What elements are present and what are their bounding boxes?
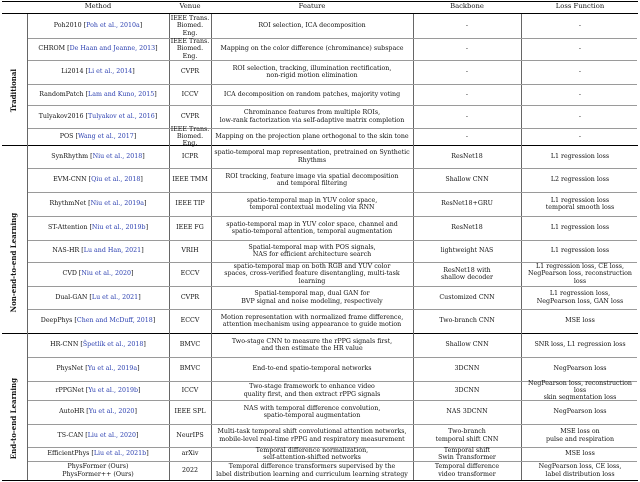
backbone-cell [414,262,520,286]
table-row [0,38,640,60]
loss-text: - [578,90,582,98]
backbone-cell [414,286,520,309]
loss-cell [522,240,638,262]
venue-text: CVPR [180,112,200,120]
loss-text: NegPearson loss, CE loss, label distribution loss [538,463,622,478]
feature-cell [212,105,412,128]
loss-cell [522,145,638,168]
method-cell: PhysNet [Yu et al., 2019a] [56,365,140,373]
loss-cell [522,461,638,480]
loss-text: MSE loss on pulse and respiration [545,428,615,443]
method-cell: RhythmNet [Niu et al., 2019a] [49,200,147,208]
loss-text: - [578,45,582,53]
venue-cell [170,400,210,424]
feature-text: spatio-temporal map in YUV color space, temporal contextual modeling via RNN [246,196,378,211]
feature-cell [212,216,412,240]
method-cell: DeepPhys [Chen and McDuff, 2018] [40,317,156,325]
backbone-cell [414,38,520,60]
table-row [0,240,640,262]
backbone-cell [414,84,520,105]
method-name: AutoHR [59,408,85,416]
table-row [0,14,640,38]
feature-cell [212,400,412,424]
venue-text: ICPR [181,152,199,160]
method-cell: Li2014 [Li et al., 2014] [61,68,135,76]
loss-cell [522,381,638,400]
backbone-text: - [465,112,469,120]
method-name: NAS-HR [52,247,80,255]
method-name: POS [59,132,74,140]
citation-link[interactable]: Chen and McDuff, 2018 [76,317,153,325]
backbone-cell [414,192,520,216]
venue-text: IEEE FG [176,224,204,232]
feature-text: Two-stage CNN to measure the rPPG signals first, and then estimate the HR value [231,337,393,352]
backbone-cell [414,240,520,262]
feature-cell [212,84,412,105]
venue-text: ICCV [181,90,199,98]
header-backbone: Backbone [450,2,484,10]
backbone-cell [414,105,520,128]
feature-cell [212,38,412,60]
backbone-cell [414,357,520,381]
loss-cell [522,216,638,240]
loss-cell [522,262,638,286]
citation-link[interactable]: Lu and Han, 2021 [83,247,142,255]
venue-cell [170,424,210,447]
loss-text: NegPearson loss, reconstruction loss skin segmentation loss [528,379,632,402]
venue-cell [170,84,210,105]
citation-link[interactable]: Liu et al., 2020 [87,431,137,439]
feature-text: Mapping on the projection plane orthogonal to the skin tone [215,132,409,140]
method-name: RandomPatch [39,90,84,98]
table-row [0,447,640,461]
venue-text: IEEE Trans. Biomed. Eng. [170,125,210,148]
loss-text: L2 regression loss [550,176,610,184]
backbone-text: - [465,90,469,98]
method-cell: Poh2010 [Poh et al., 2010a] [53,22,143,30]
header-method: Method [84,2,112,10]
venue-cell [170,125,210,148]
backbone-text: ResNet18 [451,152,483,160]
header-loss: Loss Function [555,2,605,10]
loss-text: MSE loss [565,317,595,325]
table-row [0,333,640,357]
feature-text: Mapping on the color difference (chrominance) subspace [220,45,404,53]
loss-cell [522,84,638,105]
loss-cell [522,357,638,381]
feature-cell [212,461,412,480]
citation-link[interactable]: Niu et al., 2018 [92,152,143,160]
method-cell: rPPGNet [Yu et al., 2019b] [55,386,141,394]
backbone-cell [414,424,520,447]
feature-cell [212,60,412,84]
venue-text: VRIH [181,247,199,255]
method-cell: POS [Wang et al., 2017] [59,132,137,140]
venue-cell [170,14,210,38]
loss-cell [522,400,638,424]
method-name: DeepPhys [40,317,73,325]
table-row [0,381,640,400]
venue-text: CVPR [180,293,200,301]
group-label: End-to-end Learning [9,377,19,460]
venue-text: CVPR [180,68,200,76]
loss-text: L1 regression loss [550,224,610,232]
citation-link[interactable]: Špetlík et al., 2018 [82,341,144,349]
feature-text: Chrominance features from multiple ROIs, low-rank factorization via self-adaptive matrix completion [219,109,405,124]
feature-cell [212,262,412,286]
method-cell: ST-Attention [Niu et al., 2019b] [47,224,149,232]
loss-cell [522,309,638,333]
backbone-cell [414,333,520,357]
venue-cell [170,381,210,400]
loss-text: SNR loss, L1 regression loss [534,341,626,349]
table-row [0,357,640,381]
method-name: rPPGNet [55,386,84,394]
method-cell: TS-CAN [Liu et al., 2020] [57,431,139,439]
backbone-text: Temporal shift Swin Transformer [438,446,496,461]
table-row [0,400,640,424]
feature-cell [212,286,412,309]
loss-text: NegPearson loss [553,365,607,373]
venue-text: IEEE TIP [175,200,205,208]
table-row [0,84,640,105]
backbone-text: ResNet18 [451,224,483,232]
citation-link[interactable]: Yu et al., 2020 [88,408,135,416]
citation-link[interactable]: Yu et al., 2019a [87,365,138,373]
group-label: Traditional [9,69,19,113]
feature-cell [212,357,412,381]
backbone-text: Temporal difference video transformer [434,463,500,478]
feature-text: Temporal difference transformers supervised by the label distribution learning and curriculum learning strategy [216,463,408,478]
method-name: SynRhythm [51,152,89,160]
backbone-cell [414,168,520,192]
feature-cell [212,309,412,333]
venue-text: arXiv [181,450,199,458]
backbone-text: ResNet18 with shallow decoder [440,266,494,281]
feature-cell [212,168,412,192]
backbone-cell [414,381,520,400]
loss-text: L1 regression loss, NegPearson loss, GAN loss [536,290,624,305]
feature-text: Multi-task temporal shift convolutional attention networks, mobile-level real-time rPPG and respiratory measurement [217,428,407,443]
venue-text: NeurIPS [176,431,204,439]
loss-cell [522,128,638,145]
loss-cell [522,333,638,357]
citation-link[interactable]: Lu et al., 2021 [91,293,139,301]
feature-text: Temporal difference normalization, self-attention-shifted networks [255,446,369,461]
feature-text: End-to-end spatio-temporal networks [252,365,372,373]
loss-cell [522,447,638,461]
table-row [0,105,640,128]
venue-cell [170,60,210,84]
venue-cell [170,357,210,381]
table-row [0,262,640,286]
loss-text: NegPearson loss [553,408,607,416]
feature-text: ROI tracking, feature image via spatial decomposition and temporal filtering [225,172,399,187]
loss-cell [522,60,638,84]
table-row [0,461,640,480]
loss-text: - [578,112,582,120]
citation-link[interactable]: De Haan and Jeanne, 2013 [69,45,156,53]
backbone-cell [414,216,520,240]
venue-cell [170,105,210,128]
venue-cell [170,461,210,480]
backbone-cell [414,14,520,38]
venue-cell [170,192,210,216]
method-name: EVM-CNN [53,176,87,184]
method-cell: AutoHR [Yu et al., 2020] [59,408,137,416]
loss-cell [522,105,638,128]
citation-link[interactable]: Tulyakov et al., 2016 [87,112,155,120]
method-name: Li2014 [61,68,84,76]
backbone-text: NAS 3DCNN [446,408,488,416]
backbone-text: - [465,68,469,76]
feature-cell [212,333,412,357]
backbone-cell [414,400,520,424]
venue-cell [170,262,210,286]
citation-link[interactable]: Yu et al., 2019b [88,386,139,394]
backbone-text: Shallow CNN [445,176,489,184]
venue-cell [170,240,210,262]
loss-text: L1 regression loss [550,152,610,160]
table-row [0,216,640,240]
venue-cell [170,38,210,60]
feature-cell [212,381,412,400]
table-row [0,60,640,84]
feature-cell [212,145,412,168]
table-row [0,286,640,309]
method-cell: Dual-GAN [Lu et al., 2021] [55,293,141,301]
feature-text: spatio-temporal map in YUV color space, channel and spatio-temporal attention, temporal augmentation [226,220,398,235]
citation-link[interactable]: Liu et al., 2021b [93,450,147,458]
bottom-rule [2,480,638,481]
method-cell: CHROM [De Haan and Jeanne, 2013] [38,45,158,53]
feature-text: ROI selection, ICA decomposition [258,22,366,30]
header-venue: Venue [179,2,201,10]
method-name: ST-Attention [47,224,88,232]
method-name: CVD [62,270,77,278]
venue-text: IEEE TMM [172,176,208,184]
backbone-text: Customized CNN [439,293,495,301]
table-row [0,168,640,192]
feature-cell [212,240,412,262]
method-cell: SynRhythm [Niu et al., 2018] [51,152,145,160]
citation-link[interactable]: Poh et al., 2010a [86,22,140,30]
backbone-cell [414,145,520,168]
feature-text: Motion representation with normalized frame difference, attention mechanism using appearance to guide motion [220,313,404,328]
venue-text: IEEE Trans. Biomed. Eng. [170,38,210,60]
loss-cell [522,38,638,60]
loss-text: MSE loss [565,450,595,458]
feature-text: Spatial-temporal map, dual GAN for BVP signal and noise modeling, respectively [241,290,383,305]
feature-text: Two-stage framework to enhance video quality first, and then extract rPPG signals [243,383,381,398]
backbone-text: ResNet18+GRU [441,200,493,208]
backbone-cell [414,447,520,461]
method-cell: EVM-CNN [Qiu et al., 2018] [53,176,143,184]
method-name: RhythmNet [49,200,87,208]
method-cell: CVD [Niu et al., 2020] [62,270,134,278]
method-name: TS-CAN [57,431,84,439]
venue-cell [170,286,210,309]
feature-cell [212,14,412,38]
feature-text: spatio-temporal map on both RGB and YUV color spaces, cross-verified feature disentangling, multi-task learning [224,263,400,285]
method-cell: HR-CNN [Špetlík et al., 2018] [50,341,146,349]
venue-cell [170,216,210,240]
backbone-text: 3DCNN [454,386,480,394]
loss-text: - [578,68,582,76]
backbone-text: - [465,132,469,140]
feature-cell [212,424,412,447]
loss-text: - [578,22,582,30]
feature-cell [212,192,412,216]
feature-text: ICA decomposition on random patches, majority voting [223,90,401,98]
backbone-cell [414,461,520,480]
venue-text: ICCV [181,386,199,394]
backbone-text: 3DCNN [454,365,480,373]
feature-cell [212,447,412,461]
method-name: PhysNet [56,365,84,373]
citation-link[interactable]: Niu et al., 2020 [81,270,132,278]
backbone-cell [414,60,520,84]
venue-cell [170,309,210,333]
method-name: HR-CNN [50,341,79,349]
loss-cell [522,192,638,216]
table-row [0,192,640,216]
method-cell: NAS-HR [Lu and Han, 2021] [52,247,144,255]
venue-cell [170,333,210,357]
feature-text: NAS with temporal difference convolution, spatio-temporal augmentation [243,404,381,419]
loss-text: L1 regression loss, CE loss, NegPearson loss, reconstruction loss [528,263,632,285]
feature-text: spatio-temporal map representation, pretrained on Synthetic Rhythms [214,149,410,164]
venue-text: BMVC [179,341,201,349]
loss-text: - [578,132,582,140]
venue-text: ECCV [180,270,200,278]
venue-text: ECCV [180,317,200,325]
header-feature: Feature [298,2,326,10]
method-name: CHROM [38,45,66,53]
venue-text: IEEE SPL [174,408,206,416]
feature-text: Spatial-temporal map with POS signals, NAS for efficient architecture search [248,243,376,258]
loss-cell [522,168,638,192]
table-row [0,309,640,333]
citation-link[interactable]: Li et al., 2014 [87,68,133,76]
backbone-text: Two-branch CNN [439,317,495,325]
table-row [0,125,640,148]
table-row [0,424,640,447]
method-name: EfficientPhys [47,450,90,458]
venue-text: BMVC [179,365,201,373]
loss-cell [522,424,638,447]
loss-cell [522,14,638,38]
venue-text: 2022 [181,466,199,474]
backbone-text: Two-branch temporal shift CNN [435,428,499,443]
method-cell: Tulyakov2016 [Tulyakov et al., 2016] [38,112,158,120]
backbone-cell [414,128,520,145]
citation-link[interactable]: Niu et al., 2019b [91,224,146,232]
method-name: Dual-GAN [55,293,88,301]
venue-cell [170,145,210,168]
loss-text: L1 regression loss [550,247,610,255]
backbone-text: - [465,45,469,53]
backbone-cell [414,309,520,333]
citation-link[interactable]: Qiu et al., 2018 [91,176,141,184]
method-cell: RandomPatch [Lam and Kuno, 2015] [39,90,157,98]
citation-link[interactable]: Lam and Kuno, 2015 [88,90,155,98]
feature-cell [212,128,412,145]
group-label: Non-end-to-end Learning [9,212,19,313]
table-row [0,145,640,168]
feature-text: ROI selection, tracking, illumination rectification, non-rigid motion elimination [232,64,392,79]
method-cell: EfficientPhys [Liu et al., 2021b] [47,450,149,458]
venue-cell [170,447,210,461]
loss-cell [522,286,638,309]
method-name: PhysFormer (Ours) PhysFormer++ (Ours) [62,463,134,478]
citation-link[interactable]: Wang et al., 2017 [77,132,134,140]
citation-link[interactable]: Niu et al., 2019a [90,200,145,208]
backbone-text: - [465,22,469,30]
method-cell [28,461,168,480]
venue-text: IEEE Trans. Biomed. Eng. [170,15,210,37]
backbone-text: lightweight NAS [440,247,494,255]
venue-cell [170,168,210,192]
method-name: Poh2010 [53,22,82,30]
backbone-text: Shallow CNN [445,341,489,349]
method-name: Tulyakov2016 [38,112,84,120]
loss-text: L1 regression loss temporal smooth loss [545,196,615,211]
